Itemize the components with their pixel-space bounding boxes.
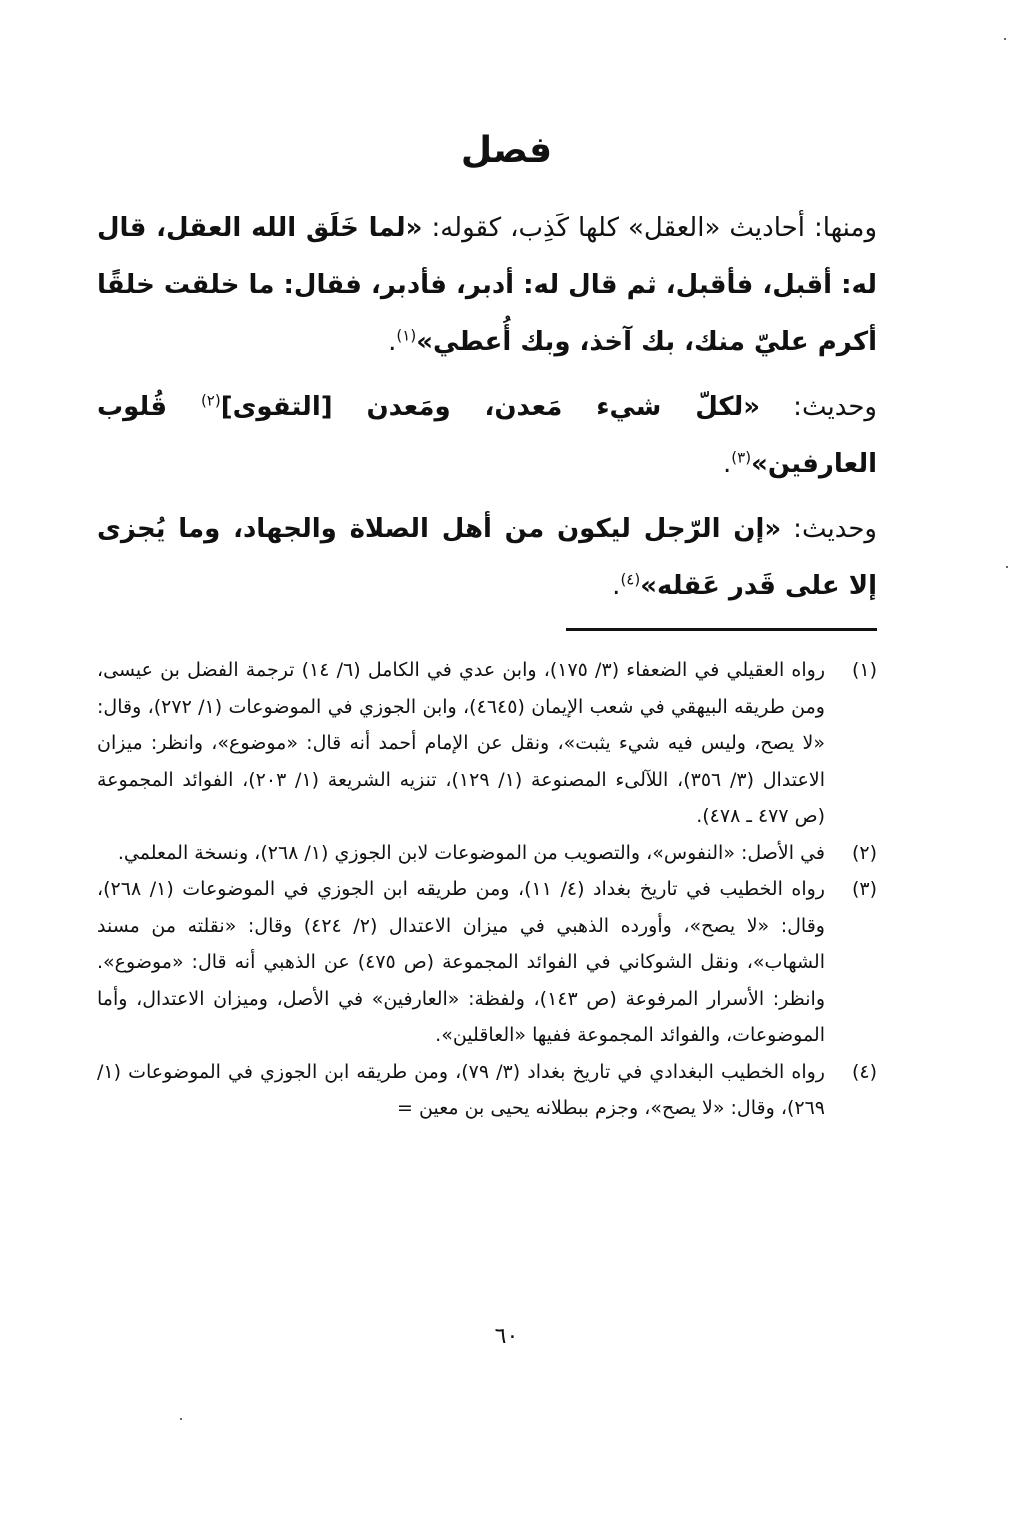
- footnote-4: [97, 1054, 877, 1127]
- main-text: [97, 200, 877, 623]
- footnote-number: (٢): [851, 841, 877, 864]
- paragraph-aql: [97, 200, 877, 371]
- footnote-number: (١): [851, 659, 877, 681]
- footnote-text: في الأصل: «النفوس»، والتصويب من الموضوعات لابن الجوزي (١/ ٢٦٨)، ونسخة المعلمي.: [117, 841, 825, 864]
- hadith-quote: «إن الرّجل ليكون من أهل الصلاة والجهاد، وما يُجزى إلا على قَدر عَقله»: [97, 514, 877, 601]
- footnote-number: (٣): [851, 878, 877, 900]
- footnote-ref: (٣): [731, 448, 752, 467]
- footnote-ref: (٤): [620, 570, 641, 589]
- footnote-separator: [566, 628, 877, 631]
- footnote-text: رواه العقيلي في الضعفاء (٣/ ١٧٥)، وابن عدي في الكامل (٦/ ١٤) ترجمة الفضل بن عيسى، ومن طريقه البيهقي في شعب الإيمان (٤٦٤٥)، وابن الجوزي في الموضوعات (١/ ٢٧٢)، وقال: «لا يصح، وليس فيه شيء يثبت»، ونقل عن الإمام أحمد أنه قال: «موضوع»، وانظر: ميزان الاعتدال (٣/ ٣٥٦)، اللآلىء المصنوعة (١/ ١٢٩)، تنزيه الشريعة (١/ ٢٠٣)، الفوائد المجموعة (ص ٤٧٧ ـ ٤٧٨).: [97, 659, 826, 827]
- footnotes: [97, 652, 877, 1127]
- page-number: ٦٠: [494, 1324, 519, 1349]
- scan-speck: [180, 1418, 182, 1420]
- footnote-1: [97, 652, 877, 835]
- paragraph-maadin: [97, 379, 877, 493]
- hadith-quote: «لكلّ شيء مَعدن، ومَعدن [التقوى]: [220, 392, 761, 422]
- paragraph-tail: .: [612, 571, 621, 601]
- section-heading: فصل: [460, 130, 553, 171]
- footnote-text: رواه الخطيب البغدادي في تاريخ بغداد (٣/ ٧٩)، ومن طريقه ابن الجوزي في الموضوعات (١/ ٢٦٩)، وقال: «لا يصح»، وجزم ببطلانه يحيى بن معين =: [97, 1060, 825, 1119]
- footnote-3: [97, 871, 877, 1054]
- paragraph-intro: وحديث:: [781, 514, 877, 544]
- paragraph-tail: .: [723, 449, 732, 479]
- paragraph-intro: ومنها: أحاديث «العقل» كلها كَذِب، كقوله:: [422, 213, 878, 243]
- paragraph-tail: .: [388, 327, 397, 357]
- hadith-quote-continued: قُلوب العارفين»: [97, 392, 877, 479]
- footnote-number: (٤): [851, 1060, 877, 1083]
- hadith-quote: «لما خَلَق الله العقل، قال له: أقبل، فأقبل، ثم قال له: أدبر، فأدبر، فقال: ما خلقت خلقًا أكرم عليّ منك، بك آخذ، وبك أُعطي»: [97, 213, 877, 357]
- footnote-text: رواه الخطيب في تاريخ بغداد (٤/ ١١)، ومن طريقه ابن الجوزي في الموضوعات (١/ ٢٦٨)، وقال: «لا يصح»، وأورده الذهبي في ميزان الاعتدال (٢/ ٤٢٤) وقال: «نقلته من مسند الشهاب»، ونقل الشوكاني في الفوائد المجموعة (ص ٤٧٥) عن الذهبي أنه قال: «موضوع». وانظر: الأسرار المرفوعة (ص ١٤٣)، ولفظة: «العارفين» في الأصل، وميزان الاعتدال، وأما الموضوعات، والفوائد المجموعة ففيها «العاقلين».: [97, 878, 825, 1046]
- footnote-ref: (١): [396, 326, 417, 345]
- paragraph-rajul: [97, 501, 877, 615]
- footnote-ref: (٢): [200, 391, 221, 410]
- paragraph-intro: وحديث:: [760, 392, 877, 422]
- footnote-2: [97, 835, 877, 872]
- scan-speck: [1004, 38, 1006, 40]
- scan-speck: [1006, 566, 1008, 568]
